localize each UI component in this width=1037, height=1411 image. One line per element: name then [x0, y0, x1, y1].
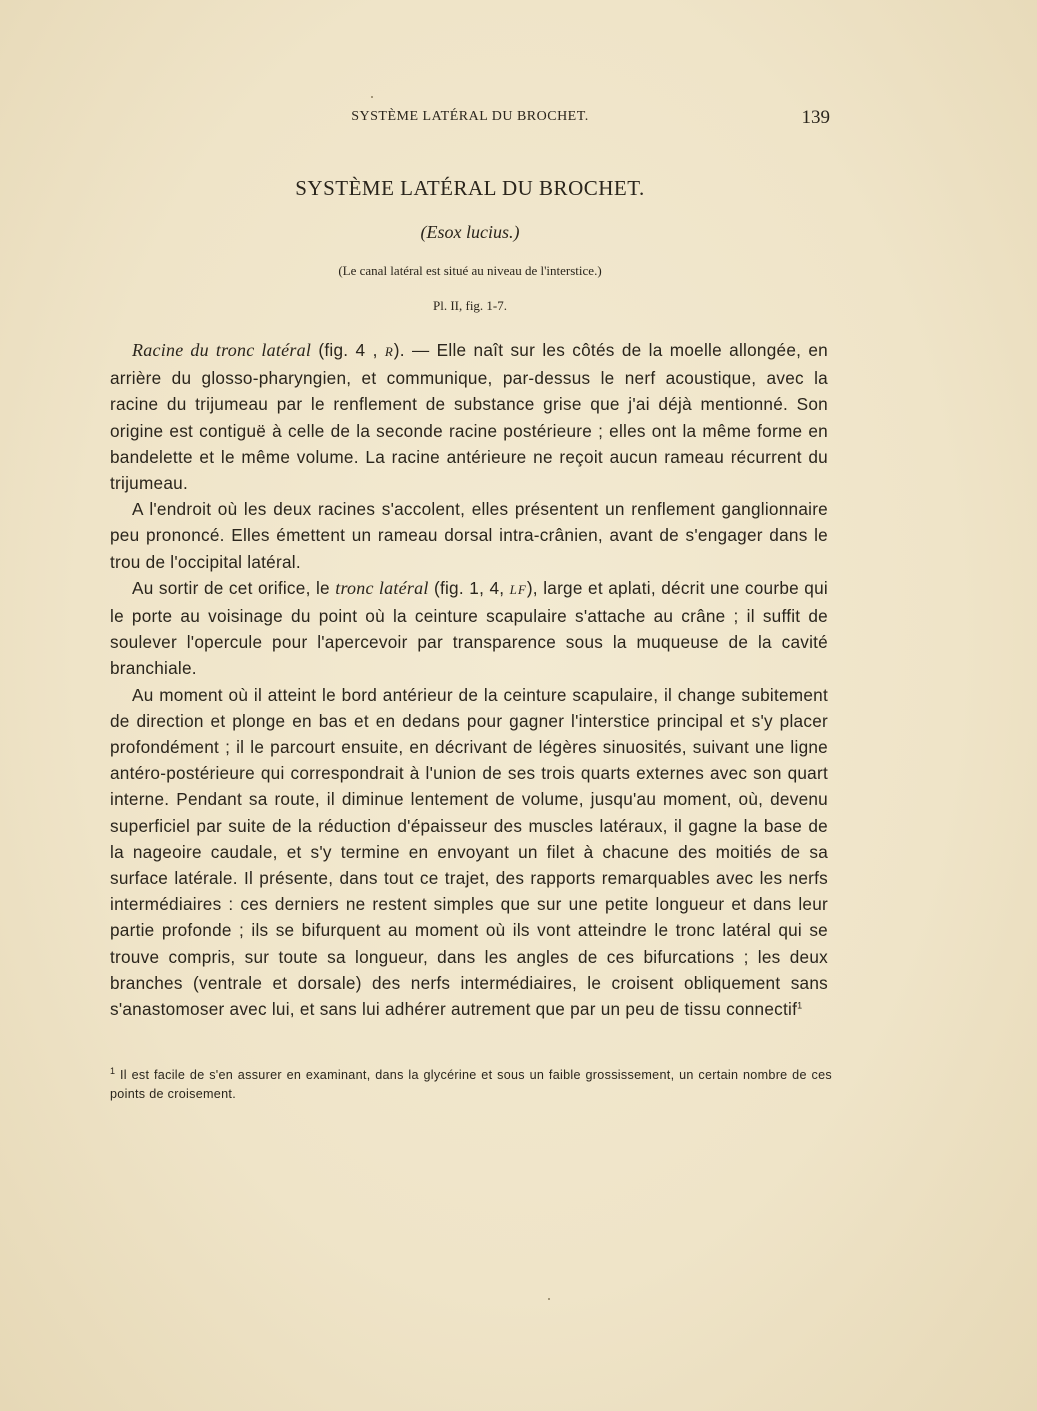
figure-letter: R — [384, 344, 394, 359]
paragraph-3 — [110, 575, 828, 682]
print-speck — [371, 96, 373, 98]
footnote — [110, 1066, 832, 1104]
section-note: (Le canal latéral est situé au niveau de l'interstice.) — [338, 263, 602, 278]
footnote-marker: 1 — [797, 1000, 803, 1011]
figure-reference: (fig. 1, 4, — [428, 577, 510, 598]
footnote-number: 1 — [110, 1065, 116, 1076]
print-speck — [548, 1298, 550, 1300]
paragraph-4 — [110, 682, 828, 1023]
paragraph-heading: Racine du tronc latéral — [132, 340, 312, 360]
paragraph-text: ), large et aplati, décrit une courbe qui le porte au voisinage du point où la ceinture scapulaire s'attache au crâne ; il suffit de soulever l'opercule pour l'apercevoir par transparence sous la muqueuse de la cavité branchiale. — [110, 577, 828, 679]
paragraph-text: Au sortir de cet orifice, le — [132, 577, 336, 598]
section-title: SYSTÈME LATÉRAL DU BROCHET. — [295, 176, 645, 200]
running-title: SYSTÈME LATÉRAL DU BROCHET. — [351, 109, 589, 124]
paragraph-1 — [110, 337, 828, 496]
term-italic: tronc latéral — [335, 577, 429, 598]
footnote-text: Il est facile de s'en assurer en examinant, dans la glycérine et sous un faible grossissement, un certain nombre de ces points de croisement. — [110, 1068, 832, 1101]
paragraph-text: ). — Elle naît sur les côtés de la moelle allongée, en arrière du glosso-pharyngien, et communique, par-dessus le nerf acoustique, avec la racine du trijumeau par le renflement de substance grise que j'ai déjà mentionné. Son origine est contiguë à celle de la seconde racine postérieure ; elles ont la même forme en bandelette et le même volume. La racine antérieure ne reçoit aucun rameau récurrent du trijumeau. — [110, 340, 828, 494]
figure-reference: (fig. 4 , — [311, 340, 385, 360]
page-number: 139 — [801, 107, 830, 128]
figure-letter: LF — [509, 581, 527, 597]
running-head — [110, 107, 830, 129]
body-text — [110, 337, 828, 1022]
plate-reference: Pl. II, fig. 1-7. — [432, 298, 508, 313]
species-name: (Esox lucius.) — [420, 222, 520, 242]
paragraph-text: Au moment où il atteint le bord antérieur de la ceinture scapulaire, il change subitement de direction et plonge en bas et en dedans pour gagner l'interstice principal et s'y placer profondément ; il le parcourt ensuite, en décrivant de légères sinuosités, suivant une ligne antéro-postérieure qui correspondrait à l'union de ses trois quarts externes avec son quart interne. Pendant sa route, il diminue lentement de volume, jusqu'au moment, où, devenu superficiel par suite de la réduction d'épaisseur des muscles latéraux, il gagne la base de la nageoire caudale, et s'y termine en envoyant un filet à chacune des moitiés de sa surface latérale. Il présente, dans tout ce trajet, des rapports remarquables avec les nerfs intermédiaires : ces derniers ne restent simples que sur une petite longueur et dans leur partie profonde ; ils se bifurquent au moment où ils vont atteindre le tronc latéral qui se trouve compris, sur toute sa longueur, dans les angles de ces bifurcations ; les deux branches (ventrale et dorsale) des nerfs intermédiaires, le croisent obliquement sans s'anastomoser avec lui, et sans lui adhérer autrement que par un peu de tissu connectif — [110, 684, 828, 1020]
paragraph-2: A l'endroit où les deux racines s'accolent, elles présentent un renflement ganglionnaire peu prononcé. Elles émettent un rameau dorsal intra-crânien, avant de s'engager dans le trou de l'occipital latéral. — [110, 499, 828, 572]
